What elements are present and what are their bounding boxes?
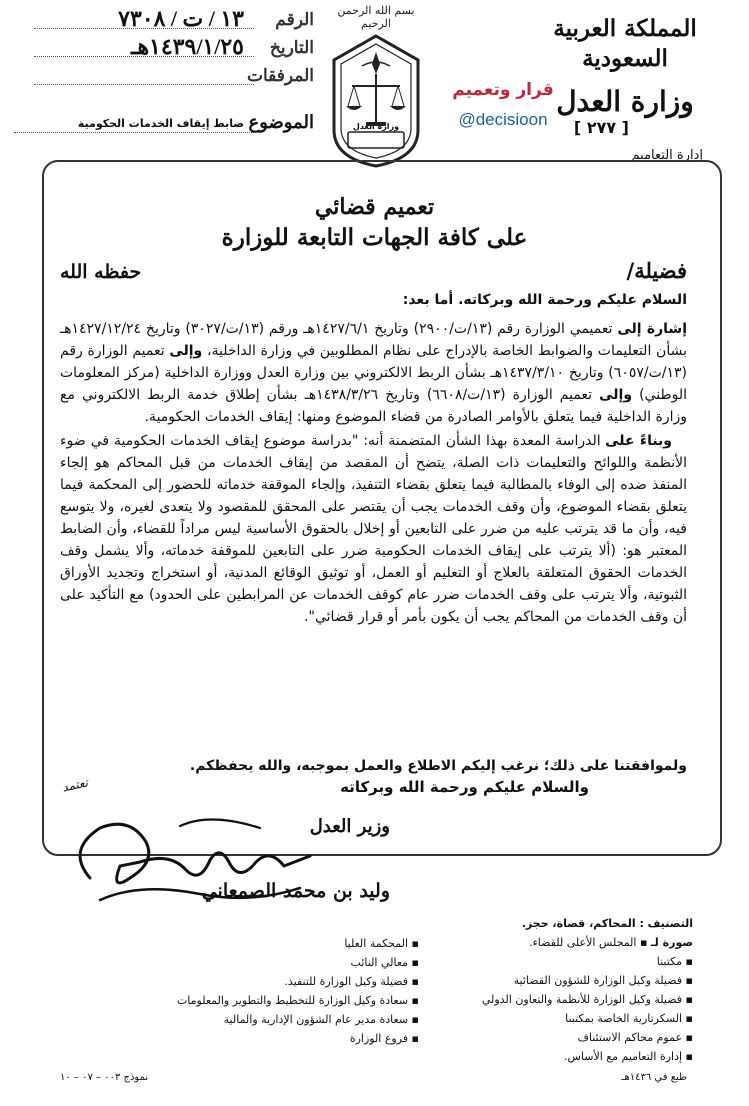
ref-number-row (14, 8, 314, 36)
circular-serial-number: [ ٢٧٧ ] (573, 118, 629, 137)
kingdom-name: المملكة العربية السعودية (553, 15, 697, 72)
closing-lead: ولموافقتنا على ذلك؛ (543, 758, 687, 774)
para1-lead: إشارة إلى (617, 321, 687, 337)
watermark-handle[interactable]: @decisioon (458, 110, 548, 129)
copy-recipient: فضيلة وكيل الوزارة للتنفيذ. (284, 975, 409, 988)
copy-recipient: السكرتارية الخاصة بمكتبنا (565, 1012, 683, 1025)
reference-fields (14, 8, 314, 92)
watermark (428, 80, 578, 130)
copy-recipient-row: ▪ فروع الوزارة (349, 1032, 419, 1045)
copy-recipient-row: ▪ فضيلة وكيل الوزارة للأنظمة والتعاون الدولي (481, 993, 693, 1006)
copy-recipient-row: ▪ فضيلة وكيل الوزارة للشؤون القضائية (513, 974, 693, 987)
para1-and-2: وإلى (599, 387, 633, 403)
copy-recipient: المجلس الأعلى للقضاء. (529, 936, 637, 949)
date-line (34, 56, 254, 57)
copy-recipient-row: ▪ سعادة وكيل الوزارة للتخطيط والتطوير والمعلومات (176, 994, 419, 1007)
letter-body (60, 318, 687, 628)
distribution-left (119, 934, 419, 1048)
copy-recipient: سعادة مدير عام الشؤون الإدارية والمالية (223, 1013, 409, 1026)
para2-lead: وبناءً على (605, 433, 673, 449)
department-name: إدارة التعاميم (631, 148, 703, 163)
minister-name: وليد بن محمد الصمعاني (201, 880, 390, 902)
ref-number-line (34, 28, 254, 29)
copy-recipient: معالي النائب (350, 956, 409, 969)
paragraph-references (60, 318, 687, 428)
copy-recipient: عموم محاكم الاستئناف (577, 1031, 683, 1044)
letter-subtitle: على كافة الجهات التابعة للوزارة (221, 224, 528, 251)
subject-line (14, 132, 254, 133)
distribution-right (453, 914, 693, 1066)
addressee-row (60, 258, 687, 288)
copy-recipient: سعادة وكيل الوزارة للتخطيط والتطوير والمعلومات (176, 994, 409, 1007)
letter-title: تعميم قضائي (314, 194, 435, 220)
signature-block (60, 808, 390, 928)
copy-recipient-row: ▪ إدارة التعاميم مع الأساس. (563, 1050, 693, 1063)
subject-label: الموضوع (248, 112, 314, 133)
copy-recipient-row: ▪ فضيلة وكيل الوزارة للتنفيذ. (284, 975, 419, 988)
attachments-row (14, 64, 314, 92)
subject-row (14, 112, 314, 142)
copies-to-row: صورة لـ ▪ المجلس الأعلى للقضاء. (529, 936, 693, 949)
emblem-caption: وزارة العدل (352, 122, 400, 131)
attachments-line (34, 84, 254, 85)
margin-handwritten-note: تعتمد (60, 775, 90, 795)
copy-recipient-row: ▪ المحكمة العليا (344, 937, 419, 950)
date-row (14, 36, 314, 64)
date-value: ١٤٣٩/١/٢٥هـ (131, 34, 244, 59)
basmala: بسم الله الرحمن الرحيم (337, 4, 415, 30)
copy-recipient-row: ▪ مكتبنا (656, 955, 693, 968)
copy-recipient: فروع الوزارة (349, 1032, 409, 1045)
copies-label: صورة لـ (650, 936, 693, 949)
ministry-name: وزارة العدل (556, 85, 694, 118)
copy-recipient: فضيلة وكيل الوزارة للأنظمة والتعاون الدولي (481, 993, 683, 1006)
honorific: حفظه الله (60, 261, 142, 283)
minister-title: وزير العدل (309, 816, 390, 837)
ref-number-label: الرقم (275, 10, 314, 30)
ref-number-value: ١٣ / ت / ٧٣٠٨ (118, 6, 244, 31)
para1-and-1: وإلى (169, 343, 203, 359)
para1-text-a: تعميمي الوزارة رقم (١٣/ت/٢٩٠٠) وتاريخ ١٤٢٧/٦/١هـ ورقم (١٣/ت/٣٠٢٧) وتاريخ ١٤٢٧/١٢/٢٤هـ بشأن التعليمات والضوابط الخاصة بالإدراج على نظام المطلوبين في وزارة الداخلية، (60, 321, 687, 359)
para2-text: الدراسة المعدة بهذا الشأن المتضمنة أنه: "بدراسة موضوع إيقاف الخدمات الحكومية في ضوء الأنظمة واللوائح والتعليمات ذات الصلة، يتضح أن المقصد من إيقاف الخدمات من قبل المحاكم هو إلجاء المنفذ ضده إلى الوفاء بالمطالبة فيما يتعلق بقضاء التنفيذ، وإلجاء الموقفة خدماته للحضور إلى المحكمة فيما يتعلق بقضاء الموضوع، وأن وقف الخدمات يجب أن يقتصر على المحقق للمقصود ولا يتعدى لغيره، ولا يتوسع فيه، وأن ما قد يترتب عليه من ضرر على التابعين أو إخلال بالحقوق الأساسية ليس مراداً للقضاء، وأن الضابط المعتبر هو: (ألا يترتب على إيقاف الخدمات الحكومية ضرر على التابعين للموقفة خدماته، وألا يشمل وقف الخدمات الحقوق المتعلقة بالعلاج أو التعليم أو العمل، أو توثيق الوقائع المدنية، أو استخراج وتجديد الأوراق الثبوتية، وألا يترتب على وقف الخدمات ضرر عام كوقف الخدمات عن المرابطين على الحدود) مع التأكيد على أن وقف الخدمات من المحاكم يجب أن يكون بأمر أو قرار قضائي". (60, 433, 687, 625)
watermark-arabic: قرار وتعميم (452, 80, 554, 100)
ministry-emblem (328, 4, 424, 174)
classification: التصنيف : المحاكم، قضاة، حجز. (521, 917, 693, 930)
form-number: نموذج ٠٠٣ – ٠٧ – ١٠ (60, 1072, 149, 1083)
copy-recipient: المحكمة العليا (344, 937, 409, 950)
farewell: والسلام عليكم ورحمة الله وبركاته (340, 778, 589, 796)
justice-scales-emblem-icon (328, 30, 424, 170)
form-footer (60, 1072, 687, 1090)
copy-recipient-row: ▪ سعادة مدير عام الشؤون الإدارية والمالية (223, 1013, 419, 1026)
para1-text-b: تعميم الوزارة رقم (١٣/ت/٦٠٥٧) وتاريخ ١٤٣٧/٣/١٠هـ بشأن الربط الالكتروني بين وزارة العدل ووزارة الداخلية (مركز المعلومات الوطني) (60, 343, 687, 403)
subject-value: ضابط إيقاف الخدمات الحكومية (77, 117, 244, 130)
greeting: السلام عليكم ورحمة الله وبركاته. أما بعد: (402, 292, 687, 308)
closing-text: نرغب إليكم الاطلاع والعمل بموجبه، والله يحفظكم. (189, 758, 544, 774)
closing-line (60, 758, 687, 774)
copy-recipient-row: ▪ عموم محاكم الاستئناف (577, 1031, 693, 1044)
para1-text-c: تعميم الوزارة (١٣/ت/٦٦٠٨) وتاريخ ١٤٣٨/٣/٢٦هـ بشأن إطلاق خدمة الربط الالكتروني مع وزارة الداخلية فيما يتعلق بالأوامر الصادرة من قضاء الموضوع ومنها: إيقاف الخدمات الحكومية. (60, 387, 687, 425)
copy-recipient-row: ▪ معالي النائب (350, 956, 419, 969)
attachments-label: المرفقات (246, 66, 314, 86)
copy-recipient: إدارة التعاميم مع الأساس. (563, 1050, 683, 1063)
copy-recipient: فضيلة وكيل الوزارة للشؤون القضائية (513, 974, 683, 987)
printed-year: طبع في ١٤٣٦هـ (621, 1072, 687, 1083)
date-label: التاريخ (269, 38, 314, 58)
copy-recipient: مكتبنا (656, 955, 683, 968)
addressee: فضيلة/ (626, 258, 687, 283)
copy-recipient-row: ▪ السكرتارية الخاصة بمكتبنا (565, 1012, 693, 1025)
paragraph-study (60, 430, 687, 628)
